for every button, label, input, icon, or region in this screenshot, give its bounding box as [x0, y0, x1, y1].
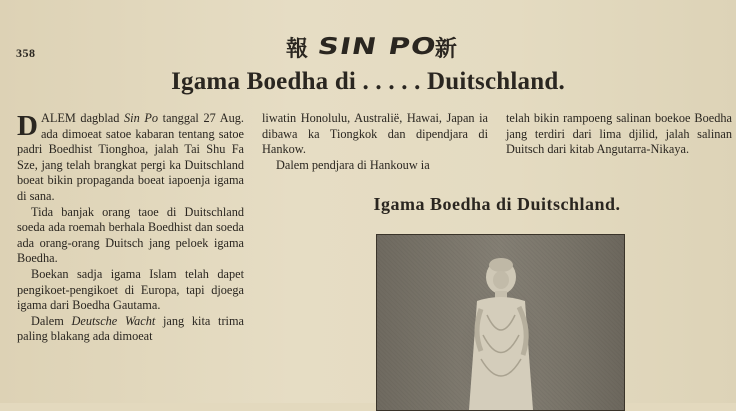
drop-cap: D: [17, 110, 38, 142]
article-headline: Igama Boedha di . . . . . Duitschland.: [171, 68, 565, 95]
paragraph: telah bikin rampoeng salinan boekoe Boedha jang terdiri dari lima djilid, jalah salinan Duitsch dari kitab Angutarra-Nikaya.: [506, 111, 732, 157]
paragraph: Dalem pendjara di Hankouw ia: [276, 157, 430, 172]
newspaper-name: Deutsche Wacht: [71, 313, 156, 328]
paragraph: DALEM dagblad Sin Po tanggal 27 Aug. ada dimoeat satoe kabaran tentang satoe padri Boedhist Tionghoa, jalah Tai Shu Fa Sze, jang telah brangkat pergi ka Duitschland boeat bikin propaganda boeat iapoenja igama di sana.: [17, 110, 244, 203]
paragraph: Boekan sadja igama Islam telah dapet pengikoet-pengikoet di Europa, tapi djoega igama dari Boedha Gautama.: [17, 266, 244, 313]
page-number: 358: [16, 46, 36, 60]
paragraph: Dalem Deutsche Wacht jang kita trima paling blakang ada dimoeat: [17, 313, 244, 344]
newspaper-name: Sin Po: [124, 111, 159, 125]
article-column-1: [17, 111, 244, 345]
paragraph: Tida banjak orang taoe di Duitschland soeda ada roemah berhala Boedhist dan soeda ada orang-orang Duitsch jang peloek igama Boedha.: [17, 204, 244, 266]
masthead: [286, 30, 457, 64]
sin-po-logo: SIN PO: [315, 34, 439, 60]
masthead-cjk-left: 報: [286, 36, 309, 62]
masthead-cjk-right: 新: [434, 36, 457, 62]
article-column-2: [262, 111, 488, 173]
buddha-statue-photo: [376, 234, 625, 411]
buddha-statue-icon: [377, 235, 624, 410]
article-column-3: [506, 111, 732, 158]
photo-caption-title: Igama Boedha di Duitschland.: [373, 194, 621, 214]
paragraph: liwatin Honolulu, Australië, Hawai, Japan ia dibawa ka Tiongkok dan dipendjara di Hankow.: [262, 111, 488, 157]
